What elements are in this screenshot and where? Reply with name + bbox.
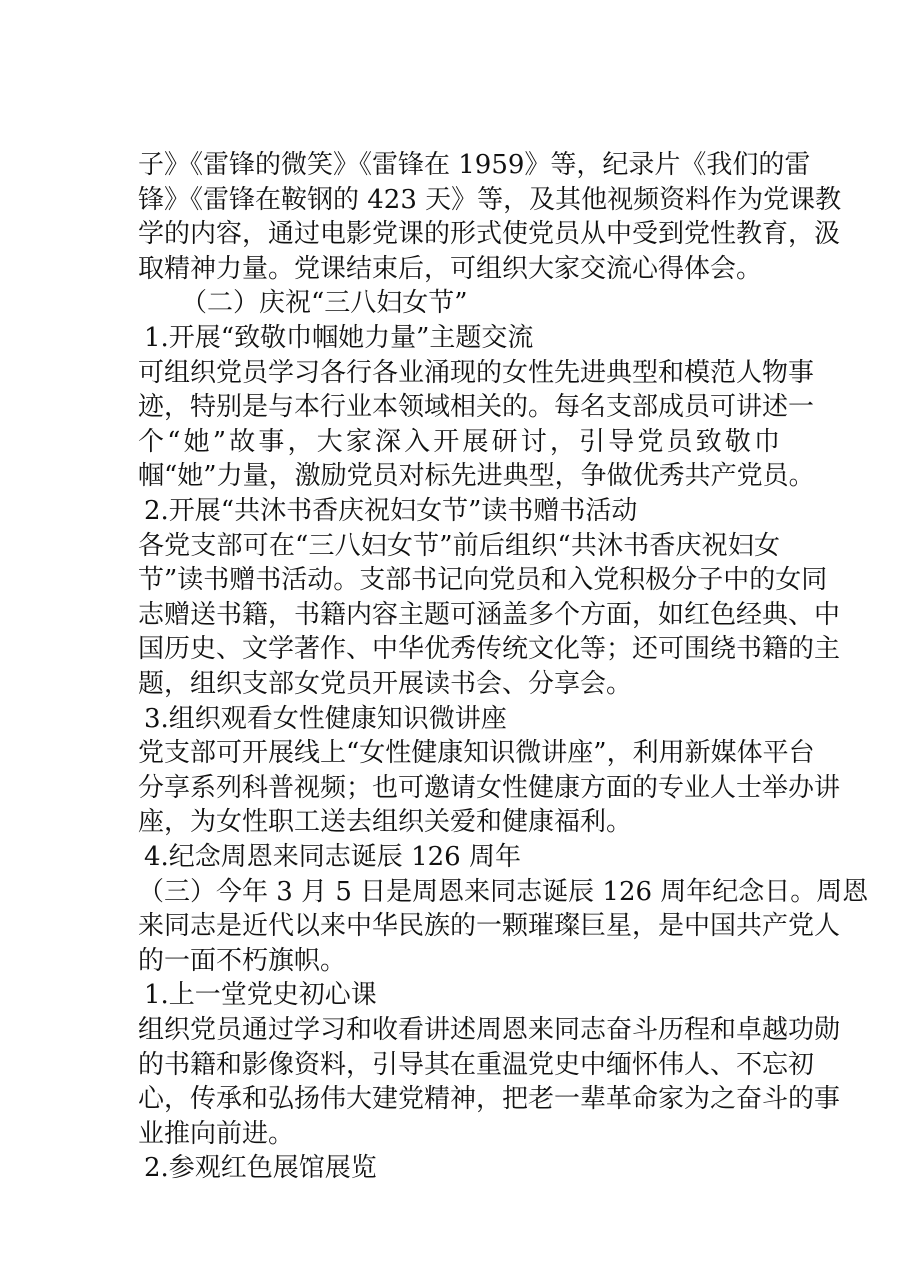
body-text-line: 国历史、文学著作、中华优秀传统文化等；还可围绕书籍的主 bbox=[138, 634, 841, 665]
body-text-line: 心，传承和弘扬伟大建党精神，把老一辈革命家为之奋斗的事 bbox=[138, 1084, 841, 1115]
section-heading: （三）今年 3 月 5 日是周恩来同志诞辰 126 周年纪念日。周恩 bbox=[138, 876, 869, 907]
body-text-line: 分享系列科普视频；也可邀请女性健康方面的专业人士举办讲 bbox=[138, 772, 841, 803]
body-text-line: 学的内容，通过电影党课的形式使党员从中受到党性教育，汲 bbox=[138, 219, 841, 250]
body-text-line: 的书籍和影像资料，引导其在重温党史中缅怀伟人、不忘初 bbox=[138, 1049, 815, 1080]
body-text-line: 锋》《雷锋在鞍钢的 423 天》等，及其他视频资料作为党课教 bbox=[138, 184, 842, 215]
body-text-line: 迹，特别是与本行业本领域相关的。每名支部成员可讲述一 bbox=[138, 392, 815, 423]
subsection-heading: 1.开展“致敬巾帼她力量”主题交流 bbox=[144, 323, 534, 353]
body-text-line: 党支部可开展线上“女性健康知识微讲座”，利用新媒体平台 bbox=[138, 738, 815, 769]
subsection-heading: 1.上一堂党史初心课 bbox=[144, 980, 377, 1011]
subsection-heading: 3.组织观看女性健康知识微讲座 bbox=[144, 703, 507, 734]
body-text-line: 子》《雷锋的微笑》《雷锋在 1959》等，纪录片《我们的雷 bbox=[138, 150, 811, 180]
body-text-line: 业推向前进。 bbox=[138, 1118, 295, 1149]
body-text-line: 志赠送书籍，书籍内容主题可涵盖多个方面，如红色经典、中 bbox=[138, 599, 841, 630]
subsection-heading: 2.开展“共沐书香庆祝妇女节”读书赠书活动 bbox=[144, 496, 638, 526]
body-text-line: 可组织党员学习各行各业涌现的女性先进典型和模范人物事 bbox=[138, 357, 815, 388]
body-text-line: 节”读书赠书活动。支部书记向党员和入党积极分子中的女同 bbox=[138, 565, 828, 596]
body-text-line: 组织党员通过学习和收看讲述周恩来同志奋斗历程和卓越功勋 bbox=[138, 1015, 841, 1045]
subsection-heading: 4.纪念周恩来同志诞辰 126 周年 bbox=[144, 842, 521, 872]
body-text-line: 座，为女性职工送去组织关爱和健康福利。 bbox=[138, 807, 633, 838]
section-heading: （二）庆祝“三八妇女节” bbox=[181, 288, 468, 319]
body-text-line: 帼“她”力量，激励党员对标先进典型，争做优秀共产党员。 bbox=[138, 461, 815, 492]
subsection-heading: 2.参观红色展馆展览 bbox=[144, 1153, 377, 1184]
body-text-line: 题，组织支部女党员开展读书会、分享会。 bbox=[138, 669, 633, 699]
body-text-line: 的一面不朽旗帜。 bbox=[138, 945, 347, 976]
body-text-line: 来同志是近代以来中华民族的一颗璀璨巨星，是中国共产党人 bbox=[138, 911, 841, 942]
body-text-line: 个“她”故事，大家深入开展研讨，引导党员致敬巾 bbox=[138, 426, 780, 457]
body-text-line: 取精神力量。党课结束后，可组织大家交流心得体会。 bbox=[138, 253, 763, 284]
body-text-line: 各党支部可在“三八妇女节”前后组织“共沐书香庆祝妇女 bbox=[138, 530, 780, 561]
